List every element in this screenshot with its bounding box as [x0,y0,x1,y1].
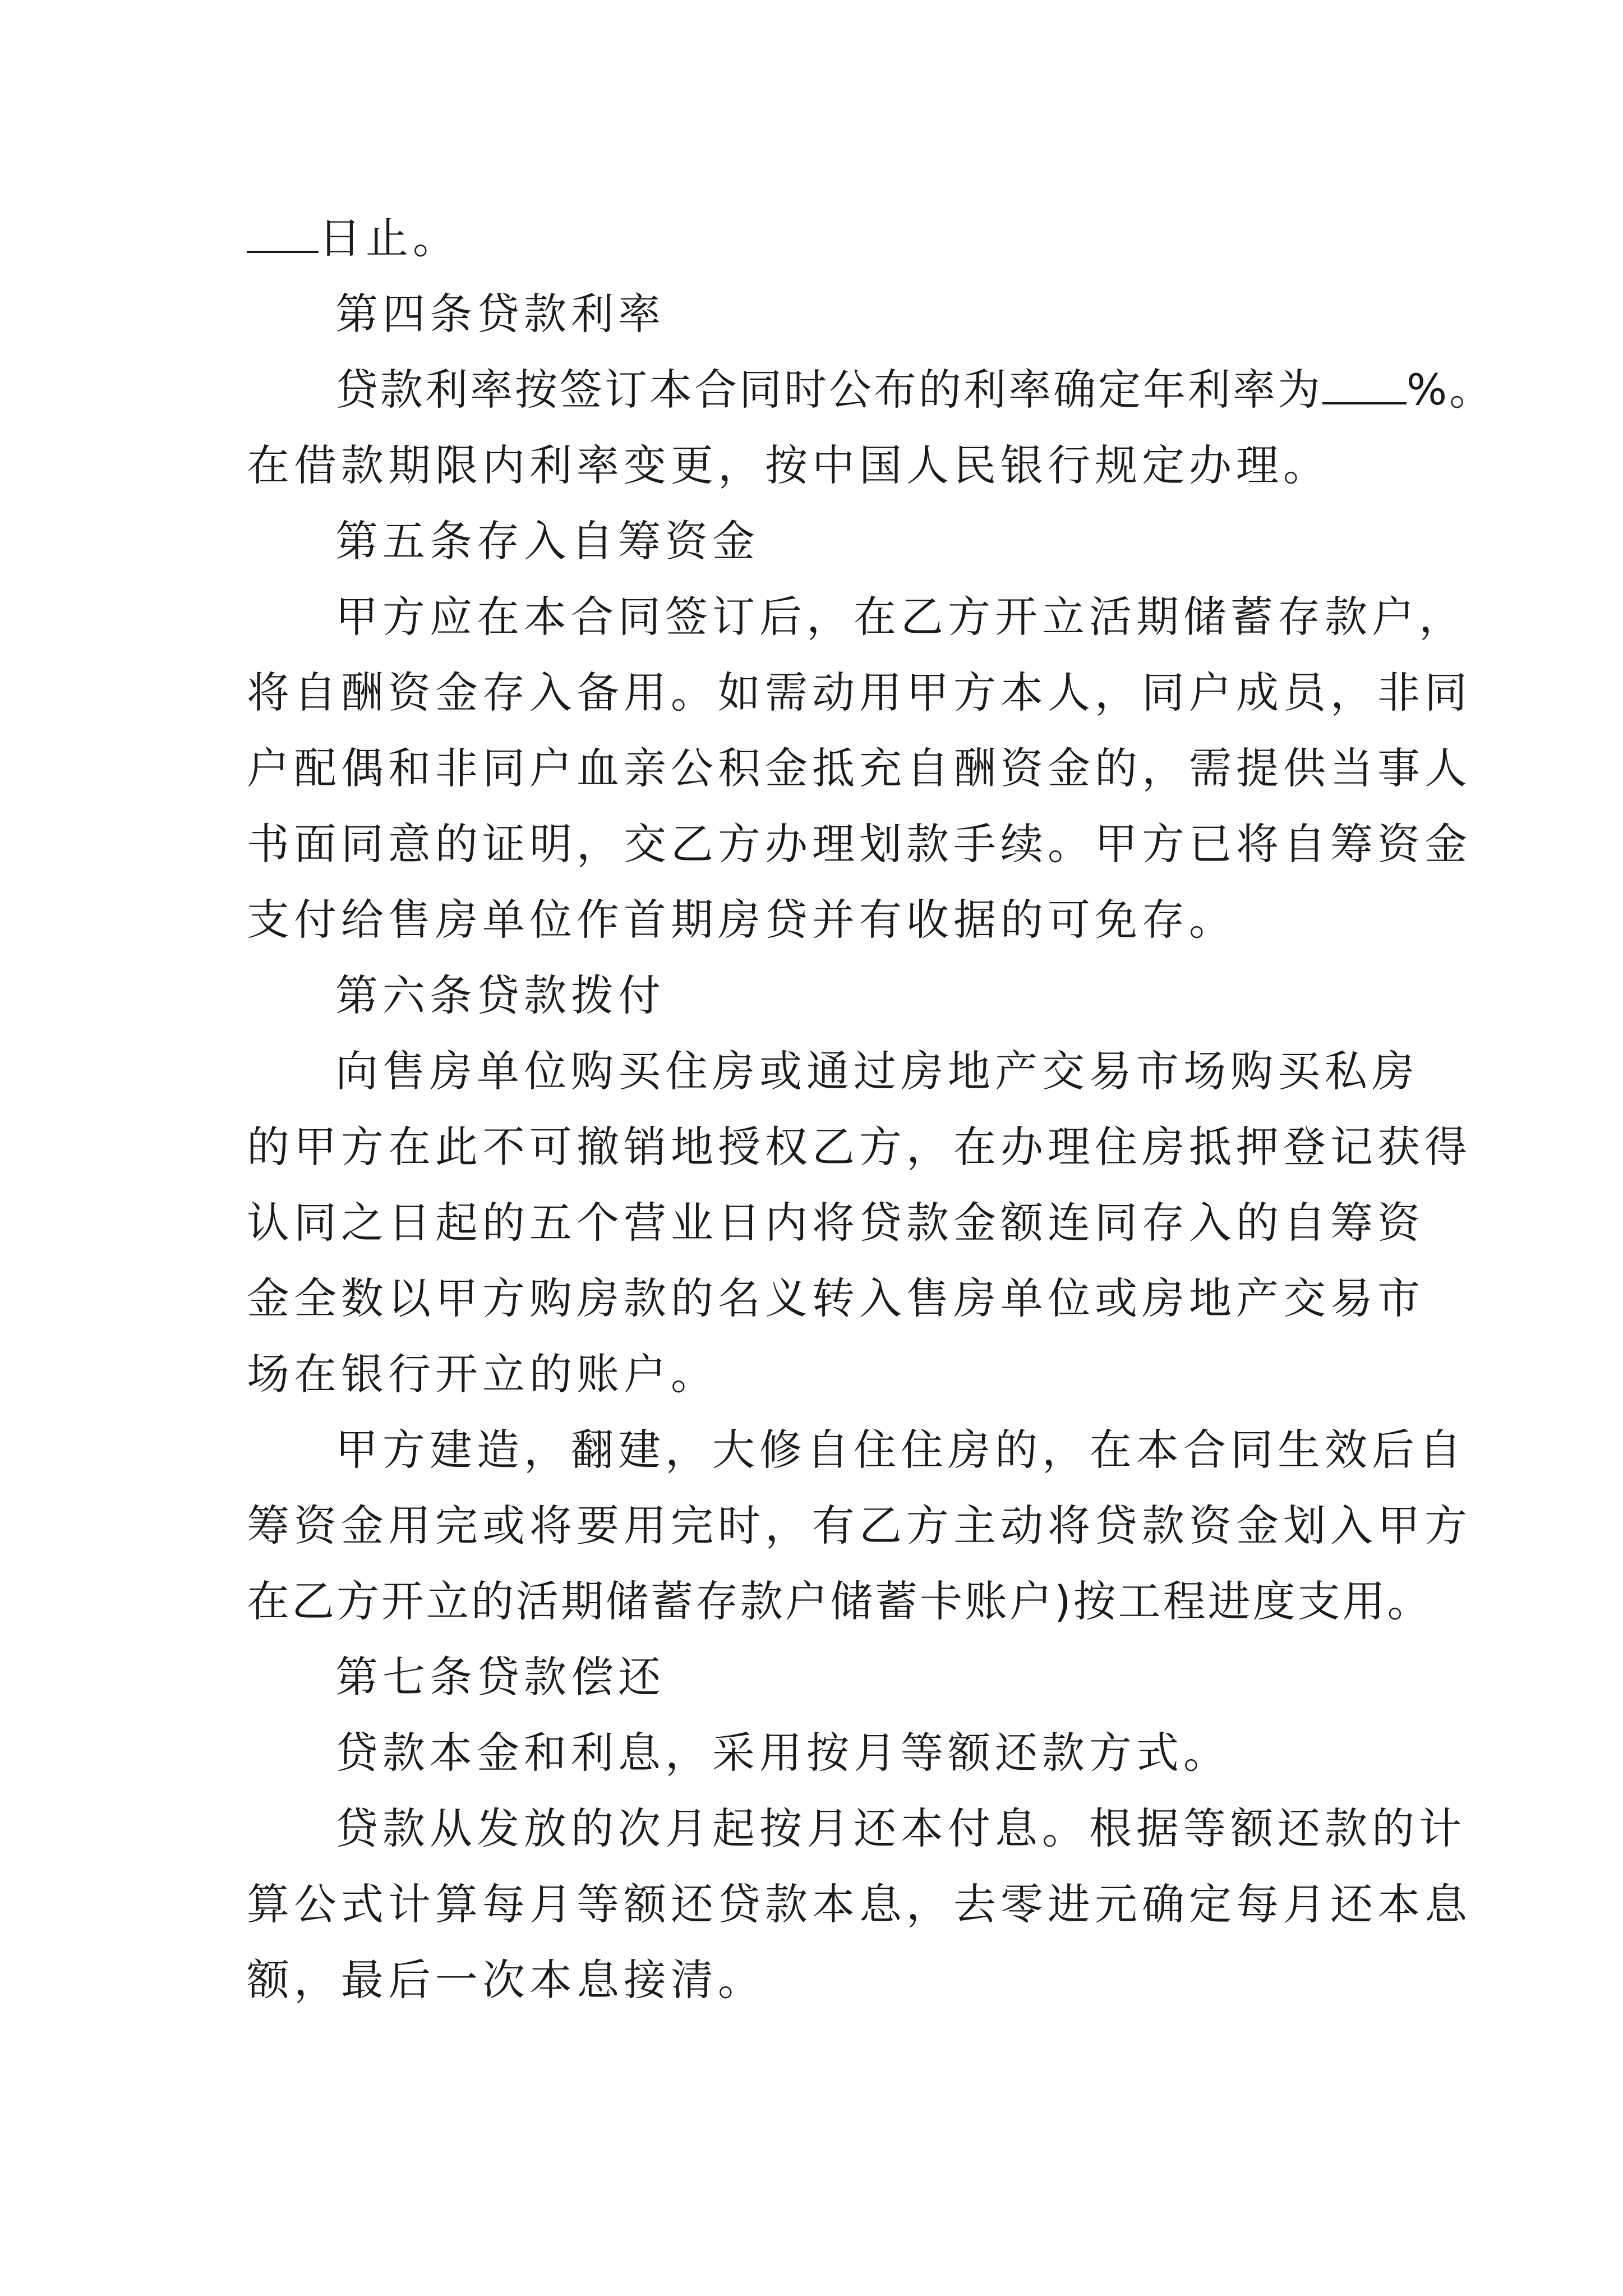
text-line: 认同之日起的五个营业日内将贷款金额连同存入的自筹资 [247,1198,1424,1248]
text-segment: %。 [1407,365,1495,415]
text-line: 算公式计算每月等额还贷款本息，去零进元确定每月还本息 [247,1879,1472,1929]
text-line: 贷款本金和利息，采用按月等额还款方式。 [335,1728,1230,1778]
fill-in-blank [247,211,319,253]
text-line: 筹资金用完或将要用完时，有乙方主动将贷款资金划入甲方 [247,1501,1472,1550]
text-line: 书面同意的证明，交乙方办理划款手续。甲方已将自筹资金 [247,819,1472,869]
text-line [335,356,1494,424]
text-line: 向售房单位购买住房或通过房地产交易市场购买私房 [335,1046,1419,1096]
section-heading: 第五条存入自筹资金 [335,516,759,566]
text-line: 甲方应在本合同签订后，在乙方开立活期储蓄存款户， [335,592,1466,642]
text-line: 甲方建造，翻建，大修自住住房的，在本合同生效后自 [335,1425,1466,1475]
text-line: 在乙方开立的活期储蓄存款户储蓄卡账户)按工程进度支用。 [247,1576,1432,1626]
text-segment: 贷款利率按签订本合同时公布的利率确定年利率为 [335,365,1322,415]
text-line: 额，最后一次本息接清。 [247,1955,765,2005]
text-line: 在借款期限内利率变更，按中国人民银行规定办理。 [247,440,1330,490]
text-line [247,205,460,272]
text-line: 将自酬资金存入备用。如需动用甲方本人，同户成员，非同 [247,668,1472,717]
text-line: 金全数以甲方购房款的名义转入售房单位或房地产交易市 [247,1273,1424,1323]
text-line: 户配偶和非同户血亲公积金抵充自酬资金的，需提供当事人 [247,743,1472,793]
text-line: 贷款从发放的次月起按月还本付息。根据等额还款的计 [335,1803,1466,1853]
text-line: 的甲方在此不可撤销地授权乙方，在办理住房抵押登记获得 [247,1122,1472,1172]
section-heading: 第七条贷款偿还 [335,1652,665,1702]
section-heading: 第四条贷款利率 [335,289,665,339]
text-line: 支付给售房单位作首期房贷并有收据的可免存。 [247,895,1236,945]
fill-in-blank [1322,363,1407,404]
text-line: 场在银行开立的账户。 [247,1349,718,1399]
text-segment: 日止。 [319,213,460,263]
section-heading: 第六条贷款拨付 [335,970,665,1020]
